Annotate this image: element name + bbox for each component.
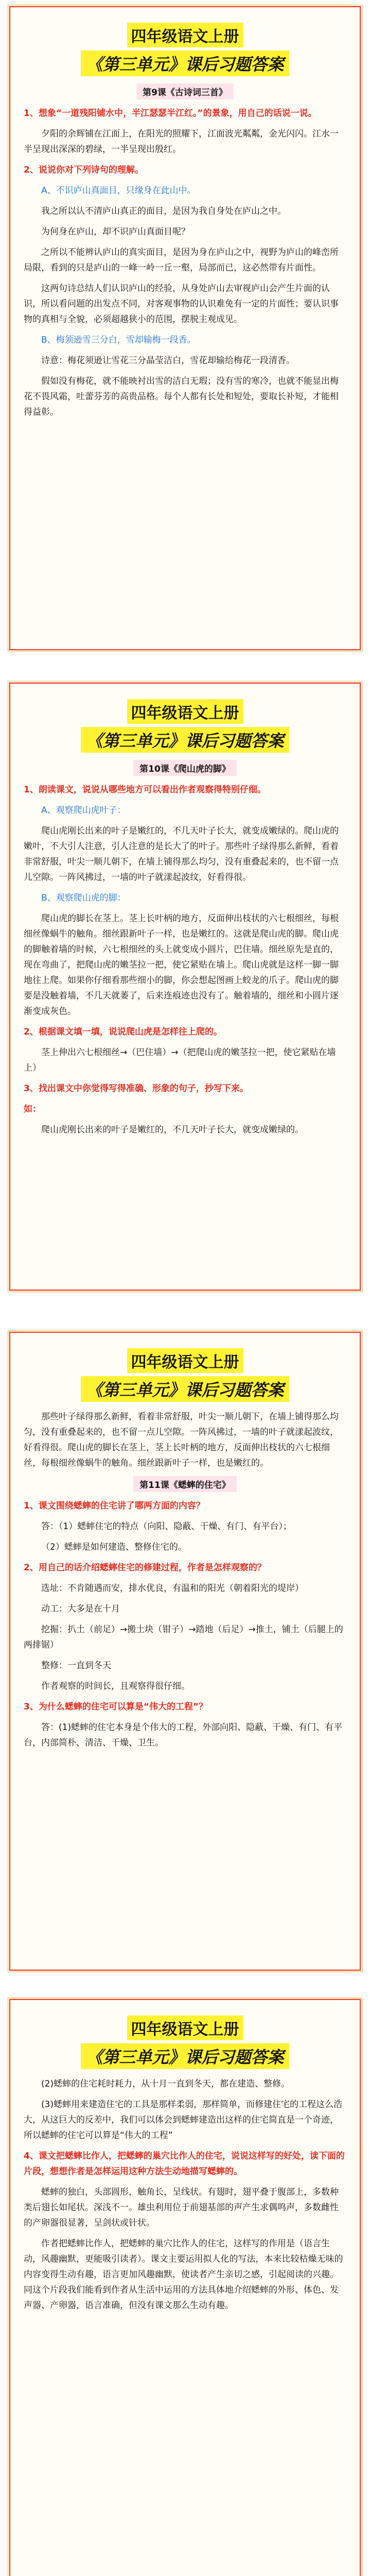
answer-4-passage: 蟋蟀的独白，头部圆形，触角长，呈线状。有翅时，翅平叠于腹部上，多数种类后翅长如尾状。深浅不一。雄虫利用位于前翅基部的声产生求偶鸣声，多数雌性的产卵器很显著，呈剑状或针状。 xyxy=(24,2187,339,2228)
answer-3: 爬山虎刚长出来的叶子是嫩红的，不几天叶子长大，就变成嫩绿的。 xyxy=(41,1125,304,1135)
card-title xyxy=(24,2015,346,2069)
answer-1: 答：（1）蟋蟀住宅的特点（向阳、隐蔽、干燥、有门、有平台）； xyxy=(41,1521,292,1532)
answer-2b-extra: 假如没有梅花，就不能映衬出雪的洁白无瑕；没有雪的寒冷，也就不能显出梅花不畏风霜，吐蕾芬芳的高贵品格。每个人都有长处和短处，要取长补短，才能相得益彰。 xyxy=(24,376,339,417)
question-2: 2、用自己的话介绍蟋蟀住宅的修建过程，作者是怎样观察的？ xyxy=(24,1563,266,1573)
title-unit: 《第三单元》课后习题答案 xyxy=(81,1376,289,1402)
question-3: 3、为什么蟋蟀的住宅可以算是“伟大的工程”？ xyxy=(24,1702,208,1712)
question-1: 1、课文围绕蟋蟀的住宅讲了哪两方面的内容？ xyxy=(24,1501,205,1511)
question-2: 2、说说你对下列诗句的理解。 xyxy=(24,165,144,175)
answer-2-dig: 挖掘：扒土（前足）→搬土块（钳子）→踏地（后足）→推土，铺土（后腿上的两排锯） xyxy=(24,1624,343,1650)
title-unit: 《第三单元》课后习题答案 xyxy=(81,727,289,753)
answer-2-start: 动工：大多是在十月 xyxy=(41,1604,120,1614)
answer-4: 作者把蟋蟀比作人，把蟋蟀的巢穴比作人的住宅，这样写的作用是（语言生动，风趣幽默，更能吸引读者）。课文主要运用拟人化的写法，本来比较枯燥无味的内容变得生动有趣，语言更加风趣幽默，使读者产生亲切之感，引起阅读的兴趣。同这个片段我们能看到作者从生活中运用的方法具体地介绍蟋蟀的外形、体色、发声器、产卵器，语言准确，但没有课文那么生动有趣。 xyxy=(24,2239,343,2311)
answer-card-3 xyxy=(9,1332,361,1971)
answer-2-why: 之所以不能辨认庐山的真实面目，是因为身在庐山之中，视野为庐山的峰峦所局限，看到的只是庐山的一峰一岭一丘一壑，局部而已，这必然带有片面性。 xyxy=(24,247,339,273)
answer-2b: 诗意：梅花须逊让雪花三分晶莹洁白，雪花却输给梅花一段清香。 xyxy=(41,355,295,366)
answer-1a: 爬山虎刚长出来的叶子是嫩红的，不几天叶子长大，就变成嫩绿的。爬山虎的嫩叶，不大引人注意，引人注意的是长大了的叶子。那些叶子绿得那么新鲜，看着非常舒服，叶尖一顺儿朝下，在墙上铺得那么均匀，没有重叠起来的，也不留一点儿空隙。一阵风拂过，一墙的叶子就漾起波纹，好看得很。 xyxy=(24,826,339,883)
title-grade: 四年级语文上册 xyxy=(127,1348,243,1373)
example-label: 如： xyxy=(24,1104,41,1114)
question-4: 4、课文把蟋蟀比作人，把蟋蟀的巢穴比作人的住宅，说说这样写的好处，读下面的片段，想想作者是怎样运用这种方法生动地描写蟋蟀的。 xyxy=(24,2151,345,2177)
answer-2-poem: 这两句诗总结人们认识庐山的经验，从身处庐山去审视庐山会产生片面的认识，所以看问题的出发点不同，对客观事物的认识难免有一定的片面性；要认识事物的真相与全貌，必须超越狭小的范围，摆脱主观成见。 xyxy=(24,283,339,325)
question-3: 3、找出课文中你觉得写得准确、形象的句子，抄写下来。 xyxy=(24,1083,249,1094)
continued-answer: (2)蟋蟀的住宅耗时耗力，从十月一直到冬天，都在建造、整修。 xyxy=(41,2079,290,2089)
title-unit: 《第三单元》课后习题答案 xyxy=(81,50,289,76)
answer-2-repair: 整修：一直到冬天 xyxy=(41,1660,111,1671)
continued-answer: 那些叶子绿得那么新鲜，看着非常舒服，叶尖一顺儿朝下，在墙上铺得那么均匀，没有重叠起来的，也不留一点儿空隙。一阵风拂过，一墙的叶子就漾起波纹，好看得很。爬山虎的脚长在茎上，茎上长叶柄的地方，反面伸出枝状的六七根细丝，每根细丝像蜗牛的触角。细丝跟新叶子一样，也是嫩红的。 xyxy=(24,1412,339,1468)
question-2: 2、根据课文填一填，说说爬山虎是怎样往上爬的。 xyxy=(24,1027,222,1037)
question-1: 1、想象“一道残阳铺水中，半江瑟瑟半江红。”的景象，用自己的话说一说。 xyxy=(24,108,317,118)
option-b: B、观察爬山虎的脚： xyxy=(41,893,126,903)
continued-answer-2: (3)蟋蟀用来建造住宅的工具是那样柔弱，那样简单，而修建住宅的工程这么浩大，从这巨大的反差中，我们可以体会到蟋蟀建造出这样的住宅简直是一个奇迹，所以蟋蟀的住宅可以算是“伟大的工程” xyxy=(24,2099,343,2141)
card-title xyxy=(24,23,346,76)
answer-card-2 xyxy=(9,683,361,1291)
option-b: B、梅须逊雪三分白，雪却输梅一段香。 xyxy=(41,335,196,345)
lesson-heading: 第10课《爬山虎的脚》 xyxy=(133,760,237,776)
sub-question: 为何身在庐山，却不识庐山真面目呢？ xyxy=(41,227,190,237)
answer-card-1 xyxy=(9,6,361,650)
answer-2a: 我之所以认不清庐山真正的面目，是因为我自身处在庐山之中。 xyxy=(41,206,286,216)
title-unit: 《第三单元》课后习题答案 xyxy=(81,2043,289,2069)
title-grade: 四年级语文上册 xyxy=(127,699,243,724)
answer-2: 茎上伸出六七根细丝→（巴住墙）→（把爬山虎的嫩茎拉一把，使它紧贴在墙上） xyxy=(24,1047,336,1073)
option-a: A、不识庐山真面目，只缘身在此山中。 xyxy=(41,185,196,196)
question-1: 1、朗读课文，说说从哪些地方可以看出作者观察得特别仔细。 xyxy=(24,785,266,795)
option-a: A、观察爬山虎叶子： xyxy=(41,805,126,816)
answer-card-4 xyxy=(9,1999,361,2576)
answer-2-site: 选址：不肯随遇而安，排水优良，有温和的阳光（朝着阳光的堤岸） xyxy=(41,1583,304,1594)
answer-1b: （2）蟋蟀是如何建造、整修住宅的。 xyxy=(41,1542,187,1552)
answer-1b: 爬山虎的脚长在茎上。茎上长叶柄的地方，反面伸出枝状的六七根细丝，每根细丝像蜗牛的触角。细丝跟新叶子一样，也是嫩红的。这就是爬山虎的脚。爬山虎的脚触着墙的时候，六七根细丝的头上就变成小圆片，巴住墙。细丝原先是直的，现在弯曲了，把爬山虎的嫩茎拉一把，使它紧贴在墙上。爬山虎就是这样一脚一脚地往上爬。如果你仔细看那些细小的脚，你会想起图画上蛟龙的爪子。爬山虎的脚要是没触着墙，不几天就萎了，后来连痕迹也没有了。触着墙的，细丝和小圆片逐渐变成灰色。 xyxy=(24,913,339,1016)
answer-1: 夕阳的余辉铺在江面上，在阳光的照耀下，江面波光粼粼，金光闪闪。江水一半呈现出深深的碧绿，一半呈现出殷红。 xyxy=(24,129,339,155)
title-grade: 四年级语文上册 xyxy=(127,2015,243,2040)
answer-2-observe: 作者观察的时间长，且观察得很仔细。 xyxy=(41,1681,190,1691)
card-title xyxy=(24,699,346,753)
card-title xyxy=(24,1348,346,1402)
title-grade: 四年级语文上册 xyxy=(127,23,243,47)
answer-3: 答：(1)蟋蟀的住宅本身是个伟大的工程，外部向阳、隐蔽、干燥、有门、有平台，内部简朴、清洁、干燥、卫生。 xyxy=(24,1722,343,1748)
lesson-heading: 第9课《古诗词三首》 xyxy=(136,83,234,99)
lesson-heading: 第11课《蟋蟀的住宅》 xyxy=(133,1476,237,1492)
